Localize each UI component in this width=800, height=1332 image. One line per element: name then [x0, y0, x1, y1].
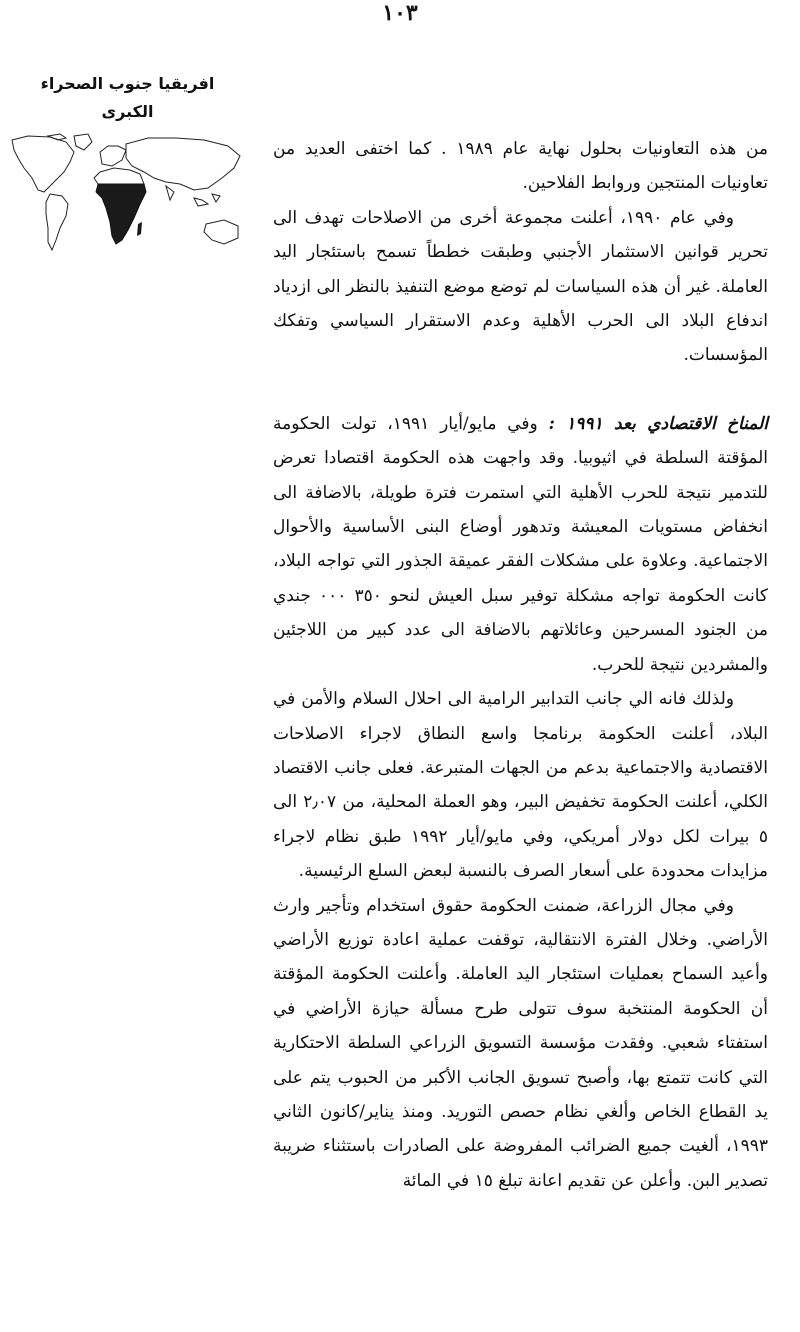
paragraph: من هذه التعاونيات بحلول نهاية عام ١٩٨٩ . كما اختفى العديد من تعاونيات المنتجين وروابط الفلاحين. — [273, 139, 768, 194]
region-caption-line2: الكبرى — [101, 102, 154, 121]
region-caption-line1: افريقيا جنوب الصحراء — [40, 74, 215, 93]
paragraph: وفي مجال الزراعة، ضمنت الحكومة حقوق استخدام وتأجير وارث الأراضي. وخلال الفترة الانتقالية، توقفت عملية اعادة توزيع الأراضي وأعيد السماح بعمليات استئجار اليد العاملة. وأعلنت الحكومة المؤقتة أن الحكومة المنتخبة سوف تتولى طرح مسألة حيازة الأراضي في استفتاء شعبي. وفقدت مؤسسة التسويق الزراعي السلطة الاحتكارية التي كانت تتمتع بها، وأصبح تسويق الجانب الأكبر من الحبوب يتم على يد القطاع الخاص وألغي نظام حصص التوريد. ومنذ يناير/كانون الثاني ١٩٩٣، ألغيت جميع الضرائب المفروضة على الصادرات باستثناء ضريبة تصدير البن. وأعلن عن تقديم اعانة تبلغ ١٥ في المائة — [273, 895, 768, 1191]
section-text: وفي مايو/أيار ١٩٩١، تولت الحكومة المؤقتة السلطة في اثيوبيا. وقد واجهت هذه الحكومة اقتصادا تعرض للتدمير نتيجة للحرب الأهلية التي استمرت فترة طويلة، بالاضافة الى انخفاض مستويات المعيشة وتدهور أوضاع البنى الأساسية والأحوال الاجتماعية. وعلاوة على مشكلات الفقر عميقة الجذور التي تواجه البلاد، كانت الحكومة تواجه مشكلة توفير سبل العيش لنحو ٣٥٠ ٠٠٠ جندي من الجنود المسرحين وعائلاتهم بالاضافة الى عدد كبير من اللاجئين والمشردين نتيجة للحرب. — [273, 413, 769, 675]
paragraph: وفي عام ١٩٩٠، أعلنت مجموعة أخرى من الاصلاحات تهدف الى تحرير قوانين الاستثمار الأجنبي وطبقت خططاً تسمح باستئجار اليد العاملة. غير أن هذه السياسات لم توضع موضع التنفيذ بالنظر الى ازدياد اندفاع البلاد الى الحرب الأهلية وعدم الاستقرار السياسي وتفكك المؤسسات. — [273, 207, 768, 366]
world-map-africa-highlight-icon — [8, 132, 248, 267]
page-number: ١٠٣ — [382, 0, 418, 26]
section-paragraph — [273, 407, 768, 682]
paragraph: ولذلك فانه الي جانب التدابير الرامية الى احلال السلام والأمن في البلاد، أعلنت الحكومة برنامجا واسع النطاق لاجراء الاصلاحات الاقتصادية والاجتماعية بدعم من الجهات المتبرعة. فعلى جانب الاقتصاد الكلي، أعلنت الحكومة تخفيض البير، وهو العملة المحلية، من ٢٫٠٧ الى ٥ بيرات لكل دولار أمريكي، وفي مايو/أيار ١٩٩٢ طبق نظام لاجراء مزايدات محدودة على أسعار الصرف بالنسبة لبعض السلع الرئيسية. — [273, 689, 769, 882]
region-sidebar — [0, 70, 255, 267]
article-body — [273, 132, 768, 1198]
section-heading: المناخ الاقتصادي بعد ١٩٩١ : — [548, 413, 768, 434]
